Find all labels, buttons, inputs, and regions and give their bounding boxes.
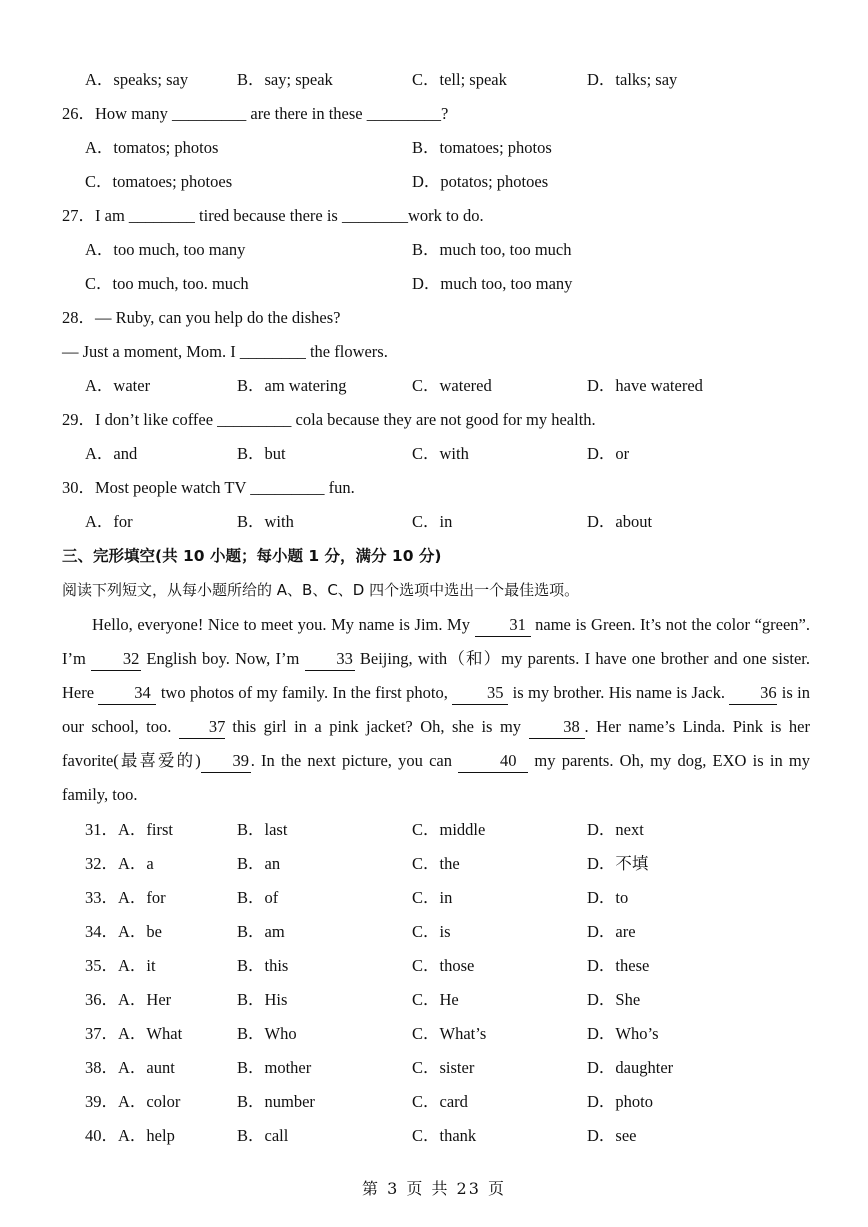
passage-text: Hello, everyone! Nice to meet you. My name is Jim. My <box>92 615 470 634</box>
section-instruction: 阅读下列短文，从每小题所给的 A、B、C、D 四个选项中选出一个最佳选项。 <box>62 581 580 599</box>
q35-option-a: 35．A．it <box>85 956 156 975</box>
page-footer: 第 3 页 共 23 页 <box>362 1179 506 1198</box>
q30-option-a: A．for <box>85 512 133 531</box>
blank-31: 31 <box>475 614 531 637</box>
q27-option-c: C．too much, too. much <box>85 274 249 293</box>
q29-option-a: A．and <box>85 444 138 463</box>
blank-34: 34 <box>98 682 156 705</box>
q38-option-c: C．sister <box>412 1058 475 1077</box>
q31-option-d: D．next <box>587 820 644 839</box>
q39-option-c: C．card <box>412 1092 468 1111</box>
q34-option-a: 34．A．be <box>85 922 162 941</box>
q33-option-d: D．to <box>587 888 629 907</box>
blank-33: 33 <box>305 648 355 671</box>
blank-40: 40 <box>458 750 528 773</box>
q40-option-d: D．see <box>587 1126 637 1145</box>
q28-option-b: B．am watering <box>237 376 347 395</box>
q35-option-c: C．those <box>412 956 475 975</box>
q38-option-a: 38．A．aunt <box>85 1058 175 1077</box>
q26-option-d: D．potatos; photoes <box>412 172 549 191</box>
q27-option-d: D．much too, too many <box>412 274 573 293</box>
passage-text: is in our school, too. <box>62 683 811 736</box>
blank-38: 38 <box>529 716 585 739</box>
q39-option-b: B．number <box>237 1092 315 1111</box>
q28-option-a: A．water <box>85 376 151 395</box>
q25-option-a: A．speaks; say <box>85 70 189 89</box>
blank-35: 35 <box>452 682 508 705</box>
q34-option-b: B．am <box>237 922 285 941</box>
q40-option-a: 40．A．help <box>85 1126 175 1145</box>
q27-stem: 27．I am ________ tired because there is ________work to do. <box>62 206 484 225</box>
q35-option-d: D．these <box>587 956 650 975</box>
q26-stem: 26．How many _________ are there in these _________? <box>62 104 449 123</box>
q40-option-b: B．call <box>237 1126 289 1145</box>
q25-option-d: D．talks; say <box>587 70 678 89</box>
passage-text: . In the next picture, you can <box>250 751 452 770</box>
q36-option-c: C．He <box>412 990 459 1009</box>
section-heading: 三、完形填空(共 10 小题；每小题 1 分，满分 10 分) <box>62 547 442 565</box>
q26-option-b: B．tomatoes; photos <box>412 138 552 157</box>
q32-option-a: 32．A．a <box>85 854 154 873</box>
q33-option-b: B．of <box>237 888 279 907</box>
q32-option-d: D．不填 <box>587 854 649 873</box>
q32-option-c: C．the <box>412 854 460 873</box>
q29-stem: 29．I don’t like coffee _________ cola because they are not good for my health. <box>62 410 596 429</box>
q37-option-a: 37．A．What <box>85 1024 183 1043</box>
q30-option-b: B．with <box>237 512 294 531</box>
passage-text: is my brother. His name is Jack. <box>512 683 725 702</box>
q32-option-b: B．an <box>237 854 281 873</box>
q33-option-c: C．in <box>412 888 453 907</box>
q28-option-d: D．have watered <box>587 376 703 395</box>
q39-option-d: D．photo <box>587 1092 653 1111</box>
q30-option-c: C．in <box>412 512 453 531</box>
q34-option-c: C．is <box>412 922 451 941</box>
q36-option-a: 36．A．Her <box>85 990 172 1009</box>
q28-option-c: C．watered <box>412 376 492 395</box>
q38-option-d: D．daughter <box>587 1058 674 1077</box>
blank-39: 39 <box>201 750 251 773</box>
passage-text: my parents. Oh, my dog, EXO is in my family, too. <box>62 751 811 804</box>
q29-option-c: C．with <box>412 444 469 463</box>
q26-option-c: C．tomatoes; photoes <box>85 172 233 191</box>
q27-option-b: B．much too, too much <box>412 240 572 259</box>
q31-option-a: 31．A．first <box>85 820 173 839</box>
q26-option-a: A．tomatos; photos <box>85 138 219 157</box>
q34-option-d: D．are <box>587 922 636 941</box>
q39-option-a: 39．A．color <box>85 1092 181 1111</box>
q40-option-c: C．thank <box>412 1126 477 1145</box>
q38-option-b: B．mother <box>237 1058 312 1077</box>
passage-text: English boy. Now, I’m <box>146 649 300 668</box>
q37-option-d: D．Who’s <box>587 1024 659 1043</box>
cloze-passage <box>62 608 810 812</box>
q30-stem: 30．Most people watch TV _________ fun. <box>62 478 355 497</box>
q37-option-c: C．What’s <box>412 1024 487 1043</box>
blank-36: 36 <box>729 682 777 705</box>
q28-stem-reply: — Just a moment, Mom. I ________ the flowers. <box>62 342 388 361</box>
passage-text: two photos of my family. In the first photo, <box>160 683 448 702</box>
q28-stem: 28．— Ruby, can you help do the dishes? <box>62 308 341 327</box>
q25-option-b: B．say; speak <box>237 70 333 89</box>
q31-option-b: B．last <box>237 820 288 839</box>
q33-option-a: 33．A．for <box>85 888 166 907</box>
q25-option-c: C．tell; speak <box>412 70 507 89</box>
q35-option-b: B．this <box>237 956 289 975</box>
passage-text: name is Green. It’s not the color “green”. I’m <box>62 615 810 668</box>
q27-option-a: A．too much, too many <box>85 240 246 259</box>
q37-option-b: B．Who <box>237 1024 297 1043</box>
passage-text: Beijing, with（和）my parents. I have one brother and one sister. Here <box>62 649 811 702</box>
q36-option-b: B．His <box>237 990 288 1009</box>
passage-text: this girl in a pink jacket? Oh, she is my <box>232 717 522 736</box>
blank-32: 32 <box>91 648 141 671</box>
q30-option-d: D．about <box>587 512 653 531</box>
q29-option-d: D．or <box>587 444 630 463</box>
blank-37: 37 <box>179 716 225 739</box>
passage-text: . Her name’s Linda. Pink is her favorite(最喜爱的) <box>62 717 810 770</box>
q29-option-b: B．but <box>237 444 286 463</box>
q31-option-c: C．middle <box>412 820 486 839</box>
q36-option-d: D．She <box>587 990 641 1009</box>
